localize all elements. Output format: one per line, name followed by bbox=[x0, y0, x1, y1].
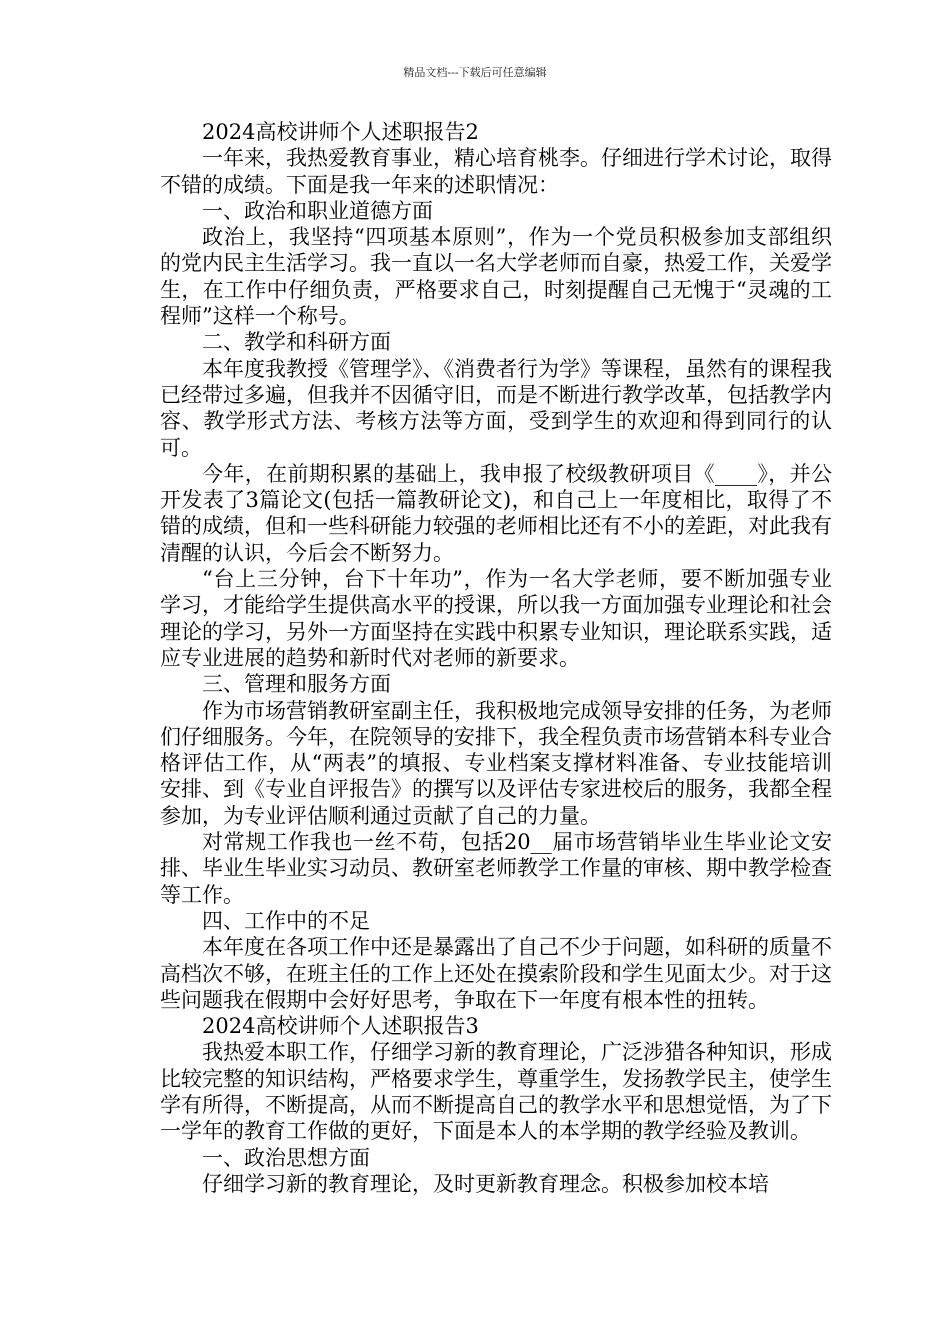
body-paragraph: 我热爱本职工作，仔细学习新的教育理论，广泛涉猎各种知识，形成比较完整的知识结构，严格要求学生，尊重学生，发扬教学民主，使学生学有所得，不断提高，从而不断提高自己的教学水平和思想觉悟，为了下一学年的教育工作做的更好，下面是本人的本学期的教学经验及教训。 bbox=[160, 1040, 832, 1144]
body-paragraph: 作为市场营销教研室副主任，我积极地完成领导安排的任务，为老师们仔细服务。今年，在院领导的安排下，我全程负责市场营销本科专业合格评估工作，从“两表”的填报、专业档案支撑材料准备、专业技能培训安排、到《专业自评报告》的撰写以及评估专家进校后的服务，我都全程参加，为专业评估顺利通过贡献了自己的力量。 bbox=[160, 698, 832, 828]
body-paragraph: 仔细学习新的教育理论，及时更新教育理念。积极参加校本培 bbox=[202, 1171, 769, 1196]
body-paragraph: 一年来，我热爱教育事业，精心培育桃李。仔细进行学术讨论，取得不错的成绩。下面是我一年来的述职情况： bbox=[160, 146, 832, 197]
body-paragraph: 今年，在前期积累的基础上，我申报了校级教研项目《____》，并公开发表了3篇论文(包括一篇教研论文)，和自己上一年度相比，取得了不错的成绩，但和一些科研能力较强的老师相比还有不小的差距，对此我有清醒的认识，今后会不断努力。 bbox=[160, 461, 832, 565]
page-header: 精品文档---下载后可任意编辑 bbox=[403, 66, 547, 79]
body-paragraph: 本年度在各项工作中还是暴露出了自己不少于问题，如科研的质量不高档次不够，在班主任的工作上还处在摸索阶段和学生见面太少。对于这些问题我在假期中会好好思考，争取在下一年度有根本性的扭转。 bbox=[160, 935, 832, 1012]
report-title: 2024高校讲师个人述职报告2 bbox=[202, 120, 479, 144]
body-paragraph: 政治上，我坚持“四项基本原则”，作为一个党员积极参加支部组织的党内民主生活学习。我一直以一名大学老师而自豪，热爱工作，关爱学生，在工作中仔细负责，严格要求自己，时刻提醒自己无愧于“灵魂的工程师”这样一个称号。 bbox=[160, 225, 832, 329]
section-heading: 一、政治思想方面 bbox=[202, 1145, 370, 1170]
section-heading: 四、工作中的不足 bbox=[202, 908, 370, 933]
body-paragraph: 对常规工作我也一丝不苟，包括20__届市场营销毕业生毕业论文安排、毕业生毕业实习动员、教研室老师教学工作量的审核、期中教学检查等工作。 bbox=[160, 830, 832, 907]
section-heading: 一、政治和职业道德方面 bbox=[202, 198, 433, 223]
body-paragraph: 本年度我教授《管理学》、《消费者行为学》等课程，虽然有的课程我已经带过多遍，但我并不因循守旧，而是不断进行教学改革，包括教学内容、教学形式方法、考核方法等方面，受到学生的欢迎和得到同行的认可。 bbox=[160, 356, 832, 460]
section-heading: 二、教学和科研方面 bbox=[202, 330, 391, 355]
document-body bbox=[160, 119, 832, 1197]
report-title: 2024高校讲师个人述职报告3 bbox=[202, 1014, 479, 1039]
body-paragraph: “台上三分钟，台下十年功”，作为一名大学老师，要不断加强专业学习，才能给学生提供高水平的授课，所以我一方面加强专业理论和社会理论的学习，另外一方面坚持在实践中积累专业知识，理论联系实践，适应专业进展的趋势和新时代对老师的新要求。 bbox=[160, 567, 832, 670]
section-heading: 三、管理和服务方面 bbox=[202, 672, 391, 697]
